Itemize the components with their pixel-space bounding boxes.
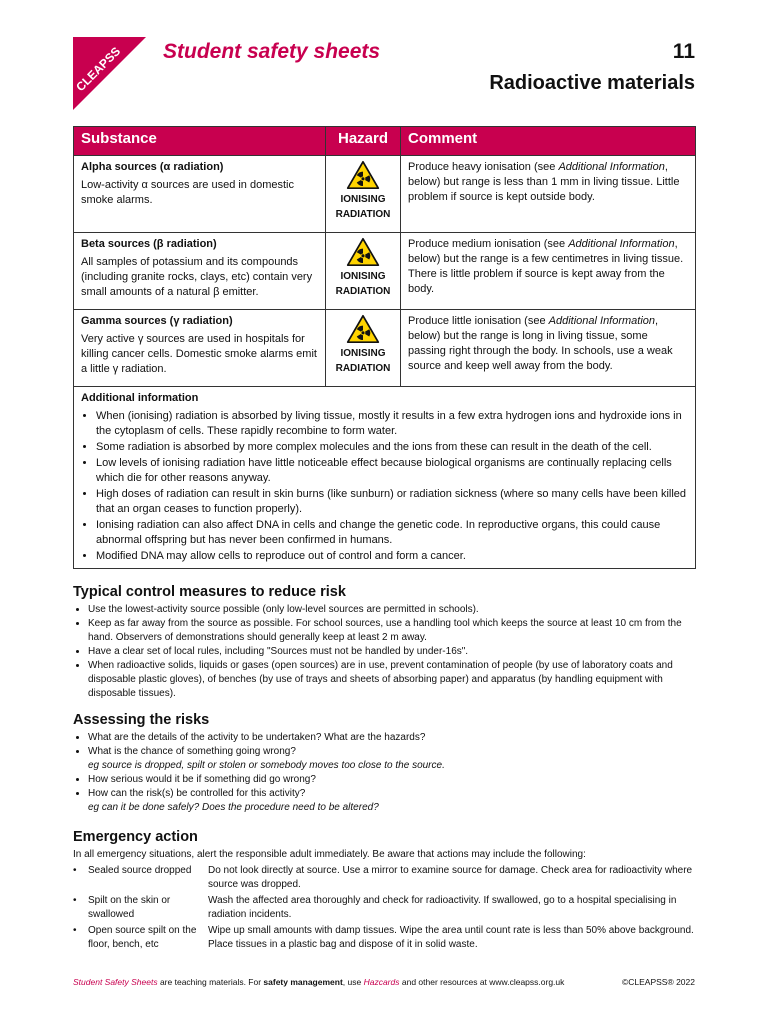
question-text: How serious would it be if something did go wrong? xyxy=(88,774,316,785)
comment-text-end: , below) but range is less than 1 mm in living tissue. Little problem if source is kept outside body. xyxy=(408,161,680,203)
list-item: • Modified DNA may allow cells to reproduce out of control and form a cancer. xyxy=(96,549,688,564)
footer-note xyxy=(73,977,564,987)
header-comment: Comment xyxy=(401,127,696,156)
substance-name: Gamma sources (γ radiation) xyxy=(81,315,233,327)
ionising-radiation-warning-icon xyxy=(346,314,380,344)
comment-text: Produce little ionisation (see xyxy=(408,315,549,327)
substance-description: Very active γ sources are used in hospitals for killing cancer cells. Domestic smoke alarms emit a little γ radiation. xyxy=(81,333,317,375)
emergency-situation: Sealed source dropped xyxy=(88,865,192,876)
comment-cell xyxy=(401,233,696,310)
hazard-label-line2: RADIATION xyxy=(335,363,391,374)
footer-website: and other resources at www.cleapss.org.uk xyxy=(399,977,565,987)
header-hazard: Hazard xyxy=(326,127,401,156)
page-footer xyxy=(73,977,695,987)
list-item xyxy=(88,731,695,745)
question-example: eg source is dropped, spilt or stolen or somebody moves too close to the source. xyxy=(88,760,445,771)
question-text: What are the details of the activity to be undertaken? What are the hazards? xyxy=(88,732,426,743)
list-item xyxy=(88,745,695,773)
bullet: • xyxy=(73,865,77,876)
control-measures-list xyxy=(73,603,695,701)
footer-text: , use xyxy=(342,977,364,987)
ionising-radiation-warning-icon xyxy=(346,160,380,190)
emergency-section xyxy=(73,830,695,954)
header-substance: Substance xyxy=(74,127,326,156)
assessing-risks-heading: Assessing the risks xyxy=(73,712,210,728)
control-measures-heading: Typical control measures to reduce risk xyxy=(73,584,346,600)
footer-sss: Student Safety Sheets xyxy=(73,977,158,987)
hazard-label-line1: IONISING xyxy=(340,194,386,205)
question-example: eg can it be done safely? Does the procedure need to be altered? xyxy=(88,802,379,813)
hazard-cell xyxy=(326,233,401,310)
substance-description: All samples of potassium and its compounds (including granite rocks, clays, etc) contain very small amounts of a natural β emitter. xyxy=(81,256,313,298)
footer-safety-management: safety management xyxy=(263,977,343,987)
substance-table xyxy=(73,126,696,569)
comment-text: Produce medium ionisation (see xyxy=(408,238,569,250)
hazard-label-line1: IONISING xyxy=(340,271,386,282)
comment-reference: Additional Information xyxy=(568,238,675,250)
hazard-cell xyxy=(326,156,401,233)
comment-cell xyxy=(401,310,696,387)
hazard-label-line2: RADIATION xyxy=(335,209,391,220)
assessing-risks-section xyxy=(73,713,695,815)
comment-text-end: , below) but the range is long in living tissue, some passing right through the body. In schools, use a weak source and keep well away from the body. xyxy=(408,315,673,372)
footer-text: are teaching materials. For xyxy=(157,977,264,987)
emergency-action: Do not look directly at source. Use a mirror to examine source for damage. Check area for radioactivity where source was dropped. xyxy=(208,865,693,890)
table-row xyxy=(73,894,695,924)
emergency-heading: Emergency action xyxy=(73,829,198,845)
substance-cell xyxy=(74,233,326,310)
table-row xyxy=(73,864,695,894)
table-row xyxy=(74,310,696,387)
substance-cell xyxy=(74,156,326,233)
emergency-intro: In all emergency situations, alert the responsible adult immediately. Be aware that actions may include the following: xyxy=(73,849,586,860)
comment-text: Produce heavy ionisation (see xyxy=(408,161,559,173)
table-row xyxy=(73,924,695,954)
bullet: • xyxy=(73,895,77,906)
comment-reference: Additional Information xyxy=(558,161,665,173)
hazard-label-line1: IONISING xyxy=(340,348,386,359)
assessing-risks-list xyxy=(73,731,695,815)
footer-hazcards: Hazcards xyxy=(363,977,400,987)
comment-reference: Additional Information xyxy=(548,315,656,327)
cleapss-logo-text: CLEAPSS xyxy=(73,44,124,95)
emergency-action: Wipe up small amounts with damp tissues. Wipe the area until count rate is less than 50% above background. Place tissues in a plastic bag and dispose of it in solid waste. xyxy=(208,925,694,950)
list-item: • High doses of radiation can result in skin burns (like sunburn) or radiation sickness (where so many cells have been killed that an organ ceases to function properly). xyxy=(96,487,688,517)
comment-text-end: , below) but the range is a few centimetres in living tissue. There is little problem if source is kept away from the body. xyxy=(408,238,684,295)
cleapss-logo xyxy=(0,0,150,110)
question-text: What is the chance of something going wrong? xyxy=(88,746,296,757)
hazard-cell xyxy=(326,310,401,387)
substance-name: Alpha sources (α radiation) xyxy=(81,161,224,173)
series-title: Student safety sheets xyxy=(163,40,381,63)
substance-name: Beta sources (β radiation) xyxy=(81,238,217,250)
hazard-label-line2: RADIATION xyxy=(335,286,391,297)
sheet-title: Radioactive materials xyxy=(489,72,695,94)
table-header-row xyxy=(74,127,696,156)
table-row xyxy=(74,233,696,310)
list-item: • Low levels of ionising radiation have little noticeable effect because biological organisms are continually replacing cells which die for other reasons anyway. xyxy=(96,456,688,486)
control-measures-section xyxy=(73,585,695,701)
emergency-situation: Open source spilt on the floor, bench, etc xyxy=(88,925,197,950)
bullet: • xyxy=(73,925,77,936)
comment-cell xyxy=(401,156,696,233)
additional-info-row xyxy=(74,387,696,569)
footer-copyright: ©CLEAPSS® 2022 xyxy=(621,977,695,987)
additional-info-list xyxy=(81,409,688,564)
emergency-action: Wash the affected area thoroughly and check for radioactivity. If swallowed, go to a hospital specialising in radiation incidents. xyxy=(208,895,677,920)
additional-info-heading: Additional information xyxy=(81,392,199,404)
ionising-radiation-warning-icon xyxy=(346,237,380,267)
list-item: • Have a clear set of local rules, including "Sources must not be handled by under-16s". xyxy=(88,645,695,659)
list-item: • Ionising radiation can also affect DNA in cells and change the genetic code. In reproductive organs, this could cause abnormal offspring but has never been confirmed in humans. xyxy=(96,518,688,548)
additional-info-cell xyxy=(74,387,696,569)
substance-description: Low-activity α sources are used in domestic smoke alarms. xyxy=(81,179,295,206)
list-item: • Some radiation is absorbed by more complex molecules and the ions from these can result in the death of the cell. xyxy=(96,440,688,455)
emergency-situation: Spilt on the skin or swallowed xyxy=(88,895,171,920)
list-item: • Use the lowest-activity source possible (only low-level sources are permitted in schools). xyxy=(88,603,695,617)
table-row xyxy=(74,156,696,233)
sheet-number: 11 xyxy=(672,40,695,63)
list-item xyxy=(88,773,695,787)
emergency-table xyxy=(73,864,695,954)
question-text: How can the risk(s) be controlled for this activity? xyxy=(88,788,306,799)
substance-cell xyxy=(74,310,326,387)
list-item: • When (ionising) radiation is absorbed by living tissue, mostly it results in a few extra hydrogen ions and hydroxide ions in the cytoplasm of cells. These rapidly recombine to form water. xyxy=(96,409,688,439)
list-item: • When radioactive solids, liquids or gases (open sources) are in use, prevent contamination of people (by use of laboratory coats and disposable plastic gloves), of benches (by use of trays and sheets of absorbing paper) and apparatus (by handling equipment with disposable tissues). xyxy=(88,659,695,701)
list-item xyxy=(88,787,695,815)
list-item: • Keep as far away from the source as possible. For school sources, use a handling tool which keeps the source at least 10 cm from the hand. Observers of demonstrations should generally keep at least 2 m away. xyxy=(88,617,695,645)
